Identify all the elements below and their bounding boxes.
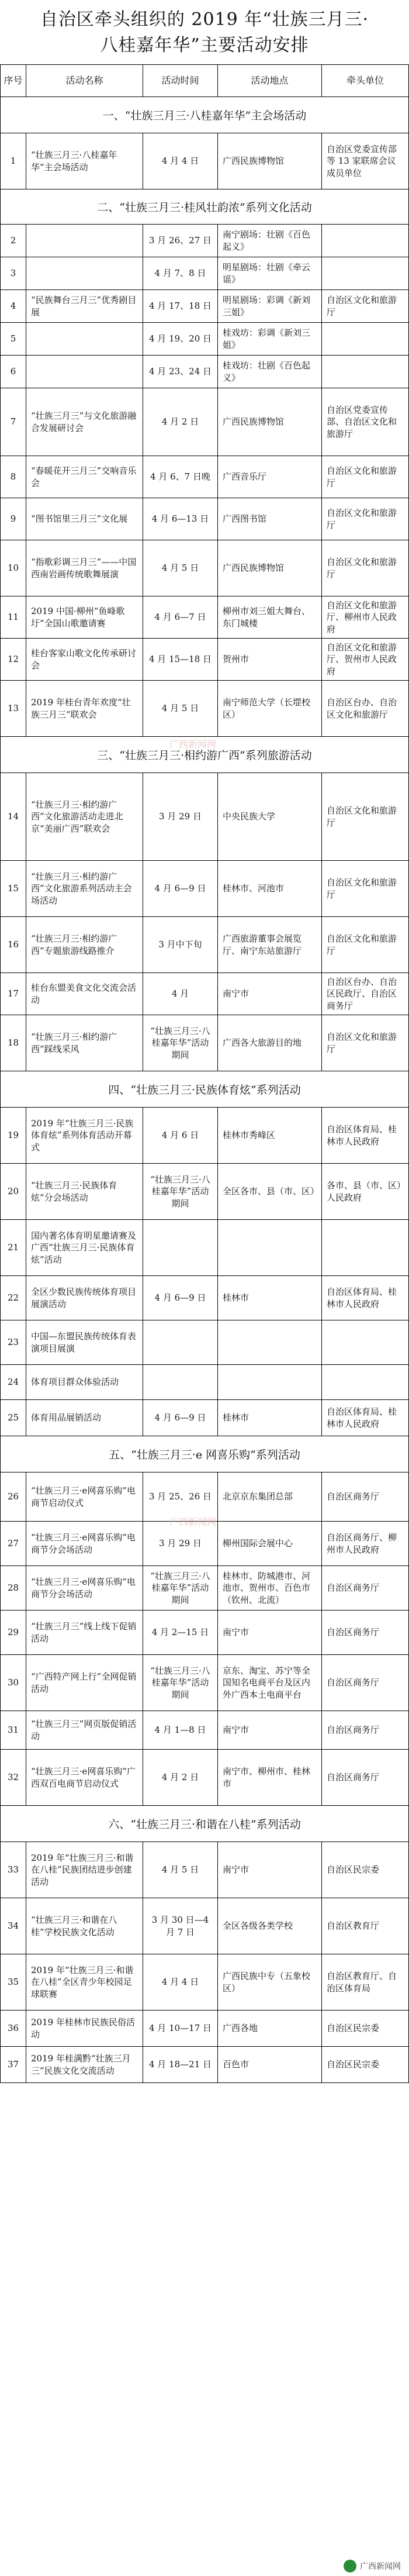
activity-time: “壮族三月三·八桂嘉年华”活动期间: [143, 1566, 218, 1610]
activity-name: “春暖花开三月三”交响音乐会: [26, 456, 143, 498]
table-row: [0, 773, 409, 861]
activity-name: “壮族三月三·和谐在八桂”学校民族文化活动: [26, 1898, 143, 1954]
activity-location: 广西音乐厅: [218, 456, 322, 498]
table-row: [0, 1220, 409, 1276]
table-row: [0, 133, 409, 189]
activity-location: 京东、淘宝、苏宁等全国知名电商平台及区内外广西本土电商平台: [218, 1655, 322, 1711]
lead-unit: 自治区商务厅、柳州市人民政府: [327, 1532, 397, 1555]
activity-time: 3 月 29 日: [143, 1522, 218, 1565]
section-heading: 一、“壮族三月三·八桂嘉年华”主会场活动: [0, 97, 409, 133]
activity-name: “壮族三月三·相约游广西”文化旅游活动走进北京“美丽广西”联欢会: [26, 773, 143, 860]
title-line-1: 自治区牵头组织的 2019 年“壮族三月三·: [40, 9, 369, 30]
row-number: 18: [1, 1015, 26, 1071]
row-number: 4: [1, 290, 26, 322]
activity-time: “壮族三月三·八桂嘉年华”活动期间: [143, 1164, 218, 1219]
lead-unit: 自治区文化和旅游厅: [327, 933, 397, 956]
activity-location: 南宁市: [218, 973, 322, 1015]
activity-name: [26, 356, 143, 388]
activity-location: 广西旅游董事会展览厅、南宁东站旅游厅: [218, 917, 322, 973]
activity-name: 2019 年桂台青年欢度“壮族三月三”联欢会: [26, 681, 143, 736]
table-row: [0, 225, 409, 257]
activity-time: 4 月: [143, 973, 218, 1015]
footer-logo: [344, 2560, 401, 2572]
row-number: 27: [1, 1522, 26, 1565]
logo-icon: [344, 2560, 356, 2572]
activity-name: 全区少数民族传统体育项目展演活动: [26, 1276, 143, 1320]
table-row: [0, 1108, 409, 1164]
table-row: [0, 1611, 409, 1655]
row-number: 1: [1, 133, 26, 189]
table-row: [0, 388, 409, 456]
activity-time: 4 月 6—9 日: [143, 1400, 218, 1436]
activity-location: [218, 1365, 322, 1399]
activity-time: 4 月 5 日: [143, 1842, 218, 1898]
lead-unit: 自治区文化和旅游厅: [327, 1032, 397, 1054]
row-number: 35: [1, 1954, 26, 2010]
activity-location: 广西各大旅游目的地: [218, 1015, 322, 1071]
activity-name: “指歌彩调三月三”——中国西南岩画传统歌舞展演: [26, 540, 143, 596]
lead-unit: [322, 1365, 408, 1399]
table-row: [0, 639, 409, 681]
activity-time: [143, 1320, 218, 1364]
lead-unit: 自治区台办、自治区民政厅、自治区商务厅: [327, 977, 397, 1011]
row-number: 28: [1, 1566, 26, 1610]
section-heading: 五、“壮族三月三·e 网喜乐购”系列活动: [0, 1436, 409, 1473]
row-number: 19: [1, 1108, 26, 1163]
activity-name: 2019 年“壮族三月三·和谐在八桂”民族团结进步创建活动: [26, 1842, 143, 1898]
lead-unit: [322, 1320, 408, 1364]
activity-time: 4 月 7、8 日: [143, 257, 218, 289]
section-heading: 六、“壮族三月三·和谐在八桂”系列活动: [0, 1806, 409, 1842]
lead-unit: 自治区商务厅: [327, 1772, 380, 1783]
activity-name: [26, 225, 143, 257]
activity-name: 体育项目群众体验活动: [26, 1365, 143, 1399]
table-row: [0, 1400, 409, 1436]
activity-time: 4 月 6—9 日: [143, 1276, 218, 1320]
section-heading: 二、“壮族三月三·桂风壮韵浓”系列文化活动: [0, 189, 409, 225]
watermark: 广西新闻网: [169, 739, 217, 750]
column-header: 活动名称: [26, 65, 143, 96]
lead-unit: [322, 1220, 408, 1275]
activity-time: 3 月中下旬: [143, 917, 218, 973]
activity-name: 国内著名体育明星邀请赛及广西“壮族三月三·民族体育炫”活动: [26, 1220, 143, 1275]
table-row: [0, 1566, 409, 1611]
activity-location: 桂林市: [218, 1276, 322, 1320]
activity-name: 2019 中国·柳州“鱼峰歌圩”全国山歌邀请赛: [26, 596, 143, 638]
activity-time: [143, 1365, 218, 1399]
table-row: [0, 290, 409, 323]
table-row: [0, 323, 409, 356]
row-number: 36: [1, 2011, 26, 2046]
row-number: 9: [1, 498, 26, 540]
table-row: [0, 1276, 409, 1320]
table-row: [0, 1320, 409, 1365]
lead-unit: 自治区商务厅: [327, 1491, 380, 1502]
table-row: [0, 498, 409, 540]
activity-location: 中央民族大学: [218, 773, 322, 860]
activity-location: 桂林市、防城港市、河池市、贺州市、百色市（钦州、北流）: [218, 1566, 322, 1610]
activity-time: 4 月 5 日: [143, 540, 218, 596]
lead-unit: 自治区党委宣传部等 13 家联席会议成员单位: [327, 144, 397, 178]
activity-location: 南宁市: [218, 1711, 322, 1749]
row-number: 23: [1, 1320, 26, 1364]
activity-location: 桂林市: [218, 1400, 322, 1436]
activity-location: 桂林市、河池市: [218, 861, 322, 916]
activity-location: 柳州市刘三姐大舞台、东门城楼: [218, 596, 322, 638]
activity-name: “壮族三月三·e网喜乐购”电商节分会场活动: [26, 1566, 143, 1610]
table-row: [0, 2011, 409, 2047]
activity-location: 南宁市: [218, 1842, 322, 1898]
activity-time: 3 月 25、26 日: [143, 1473, 218, 1521]
row-number: 16: [1, 917, 26, 973]
activity-name: “图书馆里三月三”文化展: [26, 498, 143, 540]
activity-location: 北京京东集团总部: [218, 1473, 322, 1521]
lead-unit: [322, 323, 408, 355]
activity-location: 桂戏坊：彩调《新刘三姐》: [218, 323, 322, 355]
activity-time: 4 月 2—15 日: [143, 1611, 218, 1654]
lead-unit: 自治区文化和旅游厅: [327, 295, 397, 318]
row-number: 31: [1, 1711, 26, 1749]
activity-name: “壮族三月三·e网喜乐购”电商节分会场活动: [26, 1522, 143, 1565]
activity-time: 4 月 6—7 日: [143, 596, 218, 638]
table-row: [0, 1015, 409, 1071]
activity-time: 4 月 15—18 日: [143, 639, 218, 680]
table-row: [0, 356, 409, 388]
row-number: 11: [1, 596, 26, 638]
table-row: [0, 456, 409, 498]
table-row: [0, 1655, 409, 1711]
activity-time: 4 月 6 日: [143, 1108, 218, 1163]
lead-unit: 自治区文化和旅游厅: [327, 557, 397, 580]
section-heading: 四、“壮族三月三·民族体育炫”系列活动: [0, 1071, 409, 1108]
row-number: 33: [1, 1842, 26, 1898]
row-number: 10: [1, 540, 26, 596]
activity-name: “壮族三月三·民族体育炫”分会场活动: [26, 1164, 143, 1219]
activity-name: “壮族三月三·e网喜乐购”电商节启动仪式: [26, 1473, 143, 1521]
activity-name: 中国—东盟民族传统体育表演项目展演: [26, 1320, 143, 1364]
row-number: 15: [1, 861, 26, 916]
activity-name: 2019 年“壮族三月三·民族体育炫”系列体育活动开幕式: [26, 1108, 143, 1163]
column-header: 活动时间: [143, 65, 218, 96]
activity-location: 广西民族中专（五象校区）: [218, 1954, 322, 2010]
row-number: 20: [1, 1164, 26, 1219]
lead-unit: 自治区商务厅: [327, 1627, 380, 1638]
row-number: 24: [1, 1365, 26, 1399]
lead-unit: 自治区文化和旅游厅: [327, 508, 397, 530]
activity-location: 广西各地: [218, 2011, 322, 2046]
activity-time: “壮族三月三·八桂嘉年华”活动期间: [143, 1015, 218, 1071]
lead-unit: 自治区商务厅: [327, 1725, 380, 1736]
table-row: [0, 681, 409, 737]
activity-location: 明星剧场：彩调《新刘三姐》: [218, 290, 322, 322]
row-number: 34: [1, 1898, 26, 1954]
row-number: 5: [1, 323, 26, 355]
table-row: [0, 1473, 409, 1522]
row-number: 37: [1, 2047, 26, 2082]
schedule-table: [0, 64, 409, 2083]
activity-location: 广西民族博物馆: [218, 388, 322, 456]
activity-time: 4 月 18—21 日: [143, 2047, 218, 2082]
lead-unit: 自治区文化和旅游厅: [327, 877, 397, 900]
lead-unit: 自治区文化和旅游厅、贺州市人民政府: [327, 642, 397, 677]
activity-time: 4 月 10—17 日: [143, 2011, 218, 2046]
lead-unit: 自治区体育局、桂林市人民政府: [327, 1287, 397, 1309]
lead-unit: 自治区体育局、桂林市人民政府: [327, 1406, 397, 1429]
activity-location: 全区各级各类学校: [218, 1898, 322, 1954]
lead-unit: 自治区民宗委: [327, 2059, 380, 2070]
activity-name: 2019 年“壮族三月三·和谐在八桂”全区青少年校园足球联赛: [26, 1954, 143, 2010]
activity-location: 广西民族博物馆: [218, 133, 322, 189]
activity-name: [26, 323, 143, 355]
row-number: 7: [1, 388, 26, 456]
lead-unit: 各市、县（市、区）人民政府: [327, 1180, 401, 1203]
table-row: [0, 861, 409, 917]
table-row: [0, 1522, 409, 1566]
lead-unit: 自治区商务厅: [327, 1582, 380, 1594]
activity-name: “壮族三月三·相约游广西”专题旅游线路推介: [26, 917, 143, 973]
table-row: [0, 2047, 409, 2083]
row-number: 29: [1, 1611, 26, 1654]
activity-time: 4 月 6、7 日晚: [143, 456, 218, 498]
activity-name: “壮族三月三”与文化旅游融合发展研讨会: [26, 388, 143, 456]
activity-name: 体育用品展销活动: [26, 1400, 143, 1436]
table-row: [0, 1164, 409, 1220]
lead-unit: 自治区台办、自治区文化和旅游厅: [327, 697, 397, 720]
activity-name: 2019 年桂林市民族民俗活动: [26, 2011, 143, 2046]
lead-unit: 自治区文化和旅游厅、柳州市人民政府: [327, 600, 397, 634]
activity-name: 桂台东盟美食文化交流会活动: [26, 973, 143, 1015]
lead-unit: [322, 225, 408, 257]
activity-time: 3 月 30 日—4 月 7 日: [143, 1898, 218, 1954]
activity-time: 4 月 19、20 日: [143, 323, 218, 355]
activity-location: [218, 1220, 322, 1275]
row-number: 21: [1, 1220, 26, 1275]
activity-time: 4 月 2 日: [143, 388, 218, 456]
lead-unit: [322, 356, 408, 388]
activity-name: “民族舞台三月三”优秀剧目展: [26, 290, 143, 322]
activity-location: 广西图书馆: [218, 498, 322, 540]
table-row: [0, 1898, 409, 1954]
table-row: [0, 596, 409, 639]
activity-name: 2019 年桂满黔“壮族三月三”民族文化交流活动: [26, 2047, 143, 2082]
activity-location: 南宁剧场：壮剧《百色起义》: [218, 225, 322, 257]
activity-name: “壮族三月三”线上线下促销活动: [26, 1611, 143, 1654]
row-number: 2: [1, 225, 26, 257]
activity-name: “壮族三月三·e网喜乐购”广西双百电商节启动仪式: [26, 1750, 143, 1805]
activity-location: [218, 1320, 322, 1364]
table-row: [0, 1365, 409, 1400]
activity-name: “壮族三月三·相约游广西”文化旅游系列活动主会场活动: [26, 861, 143, 916]
lead-unit: 自治区教育厅: [327, 1920, 380, 1932]
watermark: 广西新闻网: [169, 1516, 217, 1527]
title-line-2: 八桂嘉年华”主要活动安排: [100, 35, 309, 56]
activity-time: 4 月 2 日: [143, 1750, 218, 1805]
row-number: 3: [1, 257, 26, 289]
table-row: [0, 1711, 409, 1750]
row-number: 22: [1, 1276, 26, 1320]
column-header: 序号: [1, 65, 26, 96]
activity-time: 4 月 17、18 日: [143, 290, 218, 322]
activity-time: 4 月 4 日: [143, 1954, 218, 2010]
table-row: [0, 973, 409, 1015]
activity-location: 南宁师范大学（长堽校区）: [218, 681, 322, 736]
row-number: 25: [1, 1400, 26, 1436]
row-number: 30: [1, 1655, 26, 1711]
row-number: 6: [1, 356, 26, 388]
activity-name: [26, 257, 143, 289]
row-number: 8: [1, 456, 26, 498]
activity-location: 桂林市秀峰区: [218, 1108, 322, 1163]
row-number: 32: [1, 1750, 26, 1805]
lead-unit: 自治区民宗委: [327, 1864, 380, 1875]
activity-time: 4 月 5 日: [143, 681, 218, 736]
table-header-row: [0, 64, 409, 97]
lead-unit: 自治区教育厅、自治区体育局: [327, 1971, 397, 1994]
row-number: 17: [1, 973, 26, 1015]
activity-location: 百色市: [218, 2047, 322, 2082]
lead-unit: 自治区民宗委: [327, 2023, 380, 2034]
table-row: [0, 1842, 409, 1898]
lead-unit: 自治区体育局、桂林市人民政府: [327, 1124, 397, 1147]
activity-time: 4 月 23、24 日: [143, 356, 218, 388]
activity-time: 4 月 1—8 日: [143, 1711, 218, 1749]
activity-location: 桂戏坊：壮剧《百色起义》: [218, 356, 322, 388]
activity-location: 南宁市: [218, 1611, 322, 1654]
lead-unit: [322, 257, 408, 289]
column-header: 牵头单位: [346, 75, 384, 87]
activity-name: “广西特产网上行”全网促销活动: [26, 1655, 143, 1711]
activity-time: 3 月 26、27 日: [143, 225, 218, 257]
activity-location: 广西民族博物馆: [218, 540, 322, 596]
table-row: [0, 1954, 409, 2011]
row-number: 12: [1, 639, 26, 680]
activity-name: “壮族三月三·相约游广西”踩线采风: [26, 1015, 143, 1071]
table-row: [0, 257, 409, 290]
page-title: [0, 0, 409, 58]
activity-time: [143, 1220, 218, 1275]
table-row: [0, 1750, 409, 1806]
lead-unit: 自治区党委宣传部、自治区文化和旅游厅: [327, 405, 397, 439]
activity-name: “壮族三月三·八桂嘉年华”主会场活动: [26, 133, 143, 189]
activity-time: 4 月 6—9 日: [143, 861, 218, 916]
activity-name: 桂台客家山歌文化传承研讨会: [26, 639, 143, 680]
activity-time: “壮族三月三·八桂嘉年华”活动期间: [143, 1655, 218, 1711]
activity-location: 全区各市、县（市、区）: [218, 1164, 322, 1219]
activity-location: 明星剧场：壮剧《牵云谣》: [218, 257, 322, 289]
row-number: 26: [1, 1473, 26, 1521]
row-number: 14: [1, 773, 26, 860]
section-heading: 三、“壮族三月三·相约游广西”系列旅游活动: [0, 737, 409, 773]
table-row: [0, 540, 409, 596]
activity-time: 4 月 6—13 日: [143, 498, 218, 540]
activity-location: 贺州市: [218, 639, 322, 680]
column-header: 活动地点: [218, 65, 322, 96]
activity-location: 柳州国际会展中心: [218, 1522, 322, 1565]
lead-unit: 自治区文化和旅游厅: [327, 465, 397, 488]
activity-time: 4 月 4 日: [143, 133, 218, 189]
footer-logo-text: 广西新闻网: [360, 2562, 401, 2571]
activity-location: 南宁市、柳州市、桂林市: [218, 1750, 322, 1805]
lead-unit: 自治区文化和旅游厅: [327, 805, 397, 828]
table-row: [0, 917, 409, 973]
activity-name: “壮族三月三”网页版促销活动: [26, 1711, 143, 1749]
row-number: 13: [1, 681, 26, 736]
activity-time: 3 月 29 日: [143, 773, 218, 860]
lead-unit: 自治区商务厅: [327, 1677, 380, 1688]
